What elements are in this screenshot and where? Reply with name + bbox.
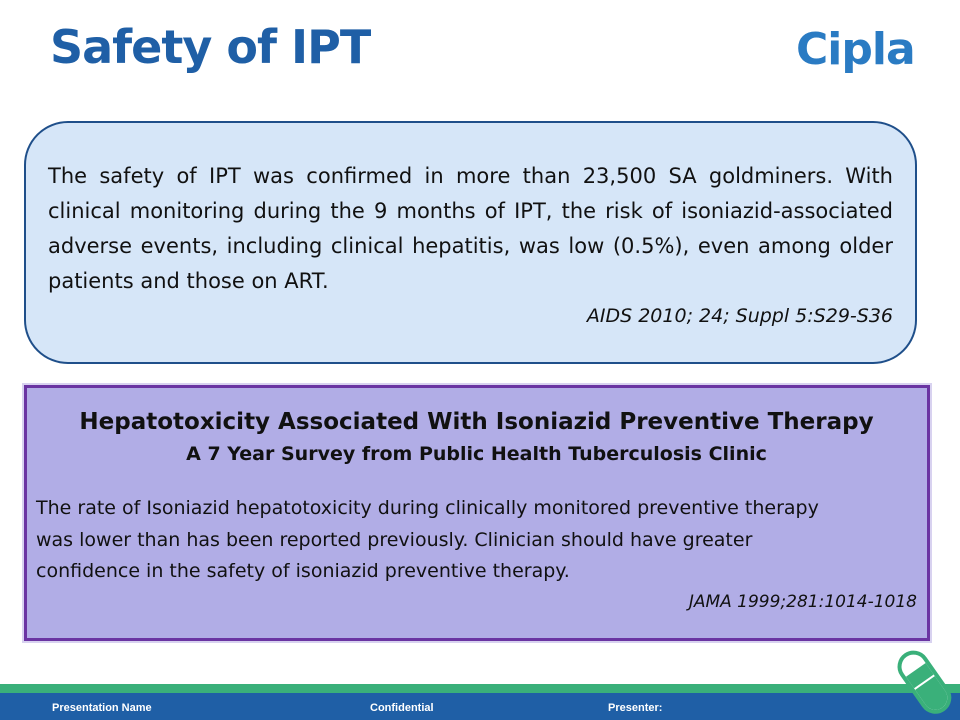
study-summary-citation: AIDS 2010; 24; Suppl 5:S29-S36 — [586, 305, 893, 327]
footer-green-stripe — [0, 684, 960, 693]
footer-presenter: Presenter: — [608, 702, 663, 714]
study-subheading: A 7 Year Survey from Public Health Tuberculosis Clinic — [186, 443, 767, 465]
study-conclusion-text: The rate of Isoniazid hepatotoxicity during clinically monitored preventive therapy was lower than has been reported previously. Clinician should have greater confidence in the safety of isoniazid preventive therapy. — [36, 497, 819, 582]
study-heading: Hepatotoxicity Associated With Isoniazid Preventive Therapy — [79, 409, 874, 435]
cipla-logo: Cipla — [796, 24, 915, 75]
slide-title: Safety of IPT — [50, 20, 371, 74]
study-summary-text: The safety of IPT was confirmed in more than 23,500 SA goldminers. With clinical monitoring during the 9 months of IPT, the risk of isoniazid-associated adverse events, including clinical hepatitis, was low (0.5%), even among older patients and those on ART. — [48, 164, 893, 293]
pill-capsule-icon — [895, 645, 955, 720]
footer-confidential: Confidential — [370, 702, 434, 714]
study-summary-box — [24, 121, 917, 364]
footer-presentation-name: Presentation Name — [52, 702, 152, 714]
hepatotoxicity-study-box — [24, 385, 930, 641]
study-citation: JAMA 1999;281:1014-1018 — [688, 591, 917, 612]
